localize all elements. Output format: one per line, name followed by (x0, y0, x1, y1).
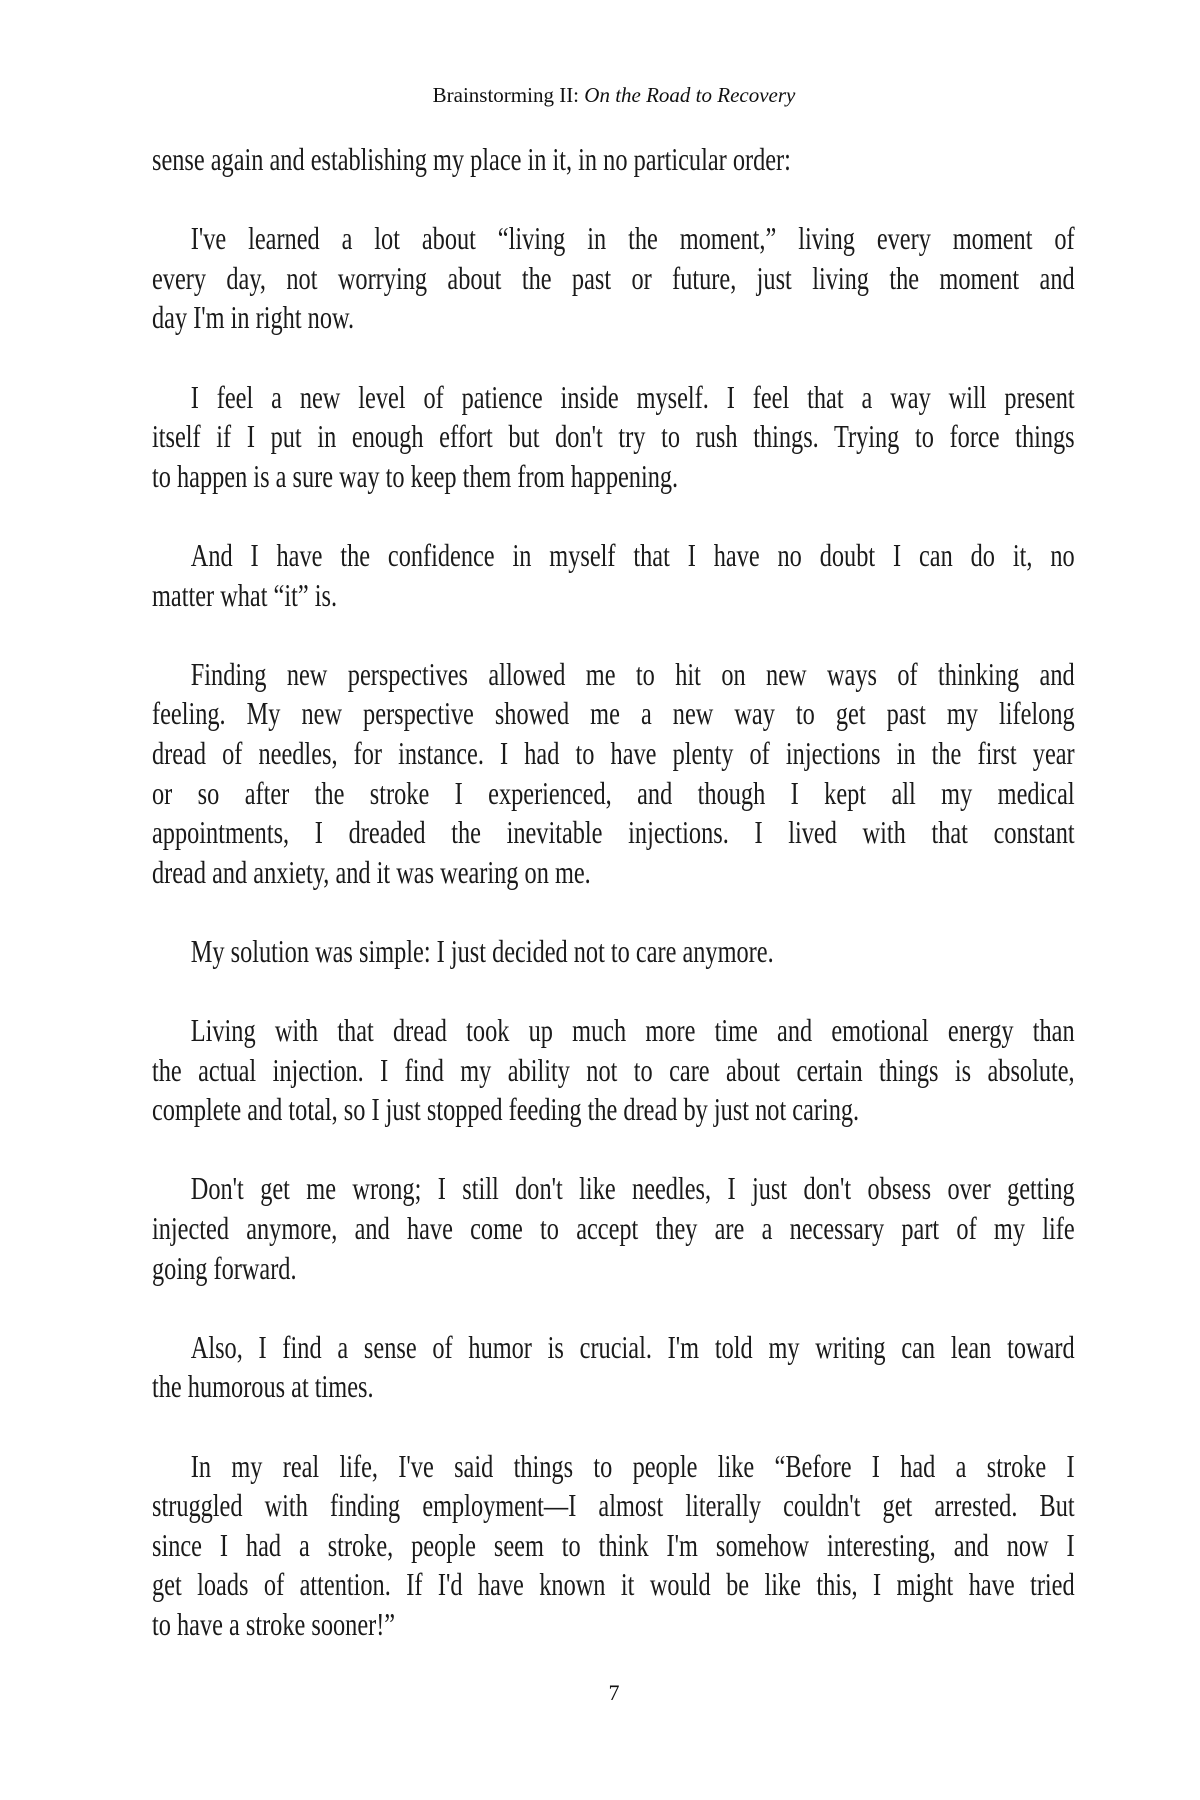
text-line: going forward. (152, 1249, 297, 1286)
paragraph-first-line: And I have the confidence in myself that I have no doubt I can do it, no (190, 536, 1075, 573)
text-line: matter what “it” is. (152, 576, 338, 613)
paragraph-first-line: Finding new perspectives allowed me to hit on new ways of thinking and (190, 655, 1075, 692)
text-line: complete and total, so I just stopped feeding the dread by just not caring. (152, 1091, 860, 1128)
text-line: itself if I put in enough effort but don't try to rush things. Trying to force things (152, 418, 1075, 455)
paragraph-first-line: I feel a new level of patience inside myself. I feel that a way will present (190, 378, 1075, 415)
header-title: Brainstorming II: (432, 83, 585, 107)
text-line: day I'm in right now. (152, 299, 355, 336)
text-line: to happen is a sure way to keep them from happening. (152, 457, 679, 494)
text-line: feeling. My new perspective showed me a new way to get past my lifelong (152, 695, 1075, 732)
text-line: the actual injection. I find my ability not to care about certain things is absolute, (152, 1051, 1075, 1088)
text-line: every day, not worrying about the past or future, just living the moment and (152, 259, 1075, 296)
paragraph-break (152, 338, 1075, 378)
header-subtitle: On the Road to Recovery (584, 83, 796, 107)
text-line: get loads of attention. If I'd have known it would be like this, I might have tried (152, 1566, 1075, 1603)
paragraph-break (152, 971, 1075, 1011)
paragraph-first-line: I've learned a lot about “living in the moment,” living every moment of (190, 220, 1075, 257)
paragraph-break (152, 180, 1075, 220)
paragraph-break (152, 1288, 1075, 1328)
text-line: the humorous at times. (152, 1368, 374, 1405)
paragraph-break (152, 615, 1075, 655)
paragraph-first-line: Also, I find a sense of humor is crucial. I'm told my writing can lean toward (190, 1328, 1075, 1365)
paragraph-first-line: Living with that dread took up much more time and emotional energy than (190, 1012, 1075, 1049)
text-line: to have a stroke sooner!” (152, 1605, 396, 1642)
text-line: dread of needles, for instance. I had to have plenty of injections in the first year (152, 734, 1075, 771)
paragraph-break (152, 892, 1075, 932)
running-header (0, 83, 1200, 107)
paragraph-break (152, 496, 1075, 536)
text-line: since I had a stroke, people seem to think I'm somehow interesting, and now I (152, 1526, 1075, 1563)
text-line: dread and anxiety, and it was wearing on me. (152, 853, 591, 890)
text-line: sense again and establishing my place in it, in no particular order: (152, 141, 791, 177)
page-number: 7 (608, 1680, 620, 1705)
text-line: appointments, I dreaded the inevitable injections. I lived with that constant (152, 814, 1075, 851)
paragraph-first-line: My solution was simple: I just decided not to care anymore. (190, 932, 774, 969)
text-line: injected anymore, and have come to accept they are a necessary part of my life (152, 1210, 1075, 1247)
paragraph-break (152, 1130, 1075, 1170)
paragraph-first-line: Don't get me wrong; I still don't like needles, I just don't obsess over getting (190, 1170, 1075, 1207)
text-line: struggled with finding employment—I almost literally couldn't get arrested. But (152, 1487, 1075, 1524)
text-line: or so after the stroke I experienced, and though I kept all my medical (152, 774, 1075, 811)
paragraph-first-line: In my real life, I've said things to people like “Before I had a stroke I (190, 1447, 1075, 1484)
body-text (152, 140, 1075, 1645)
paragraph-break (152, 1407, 1075, 1447)
